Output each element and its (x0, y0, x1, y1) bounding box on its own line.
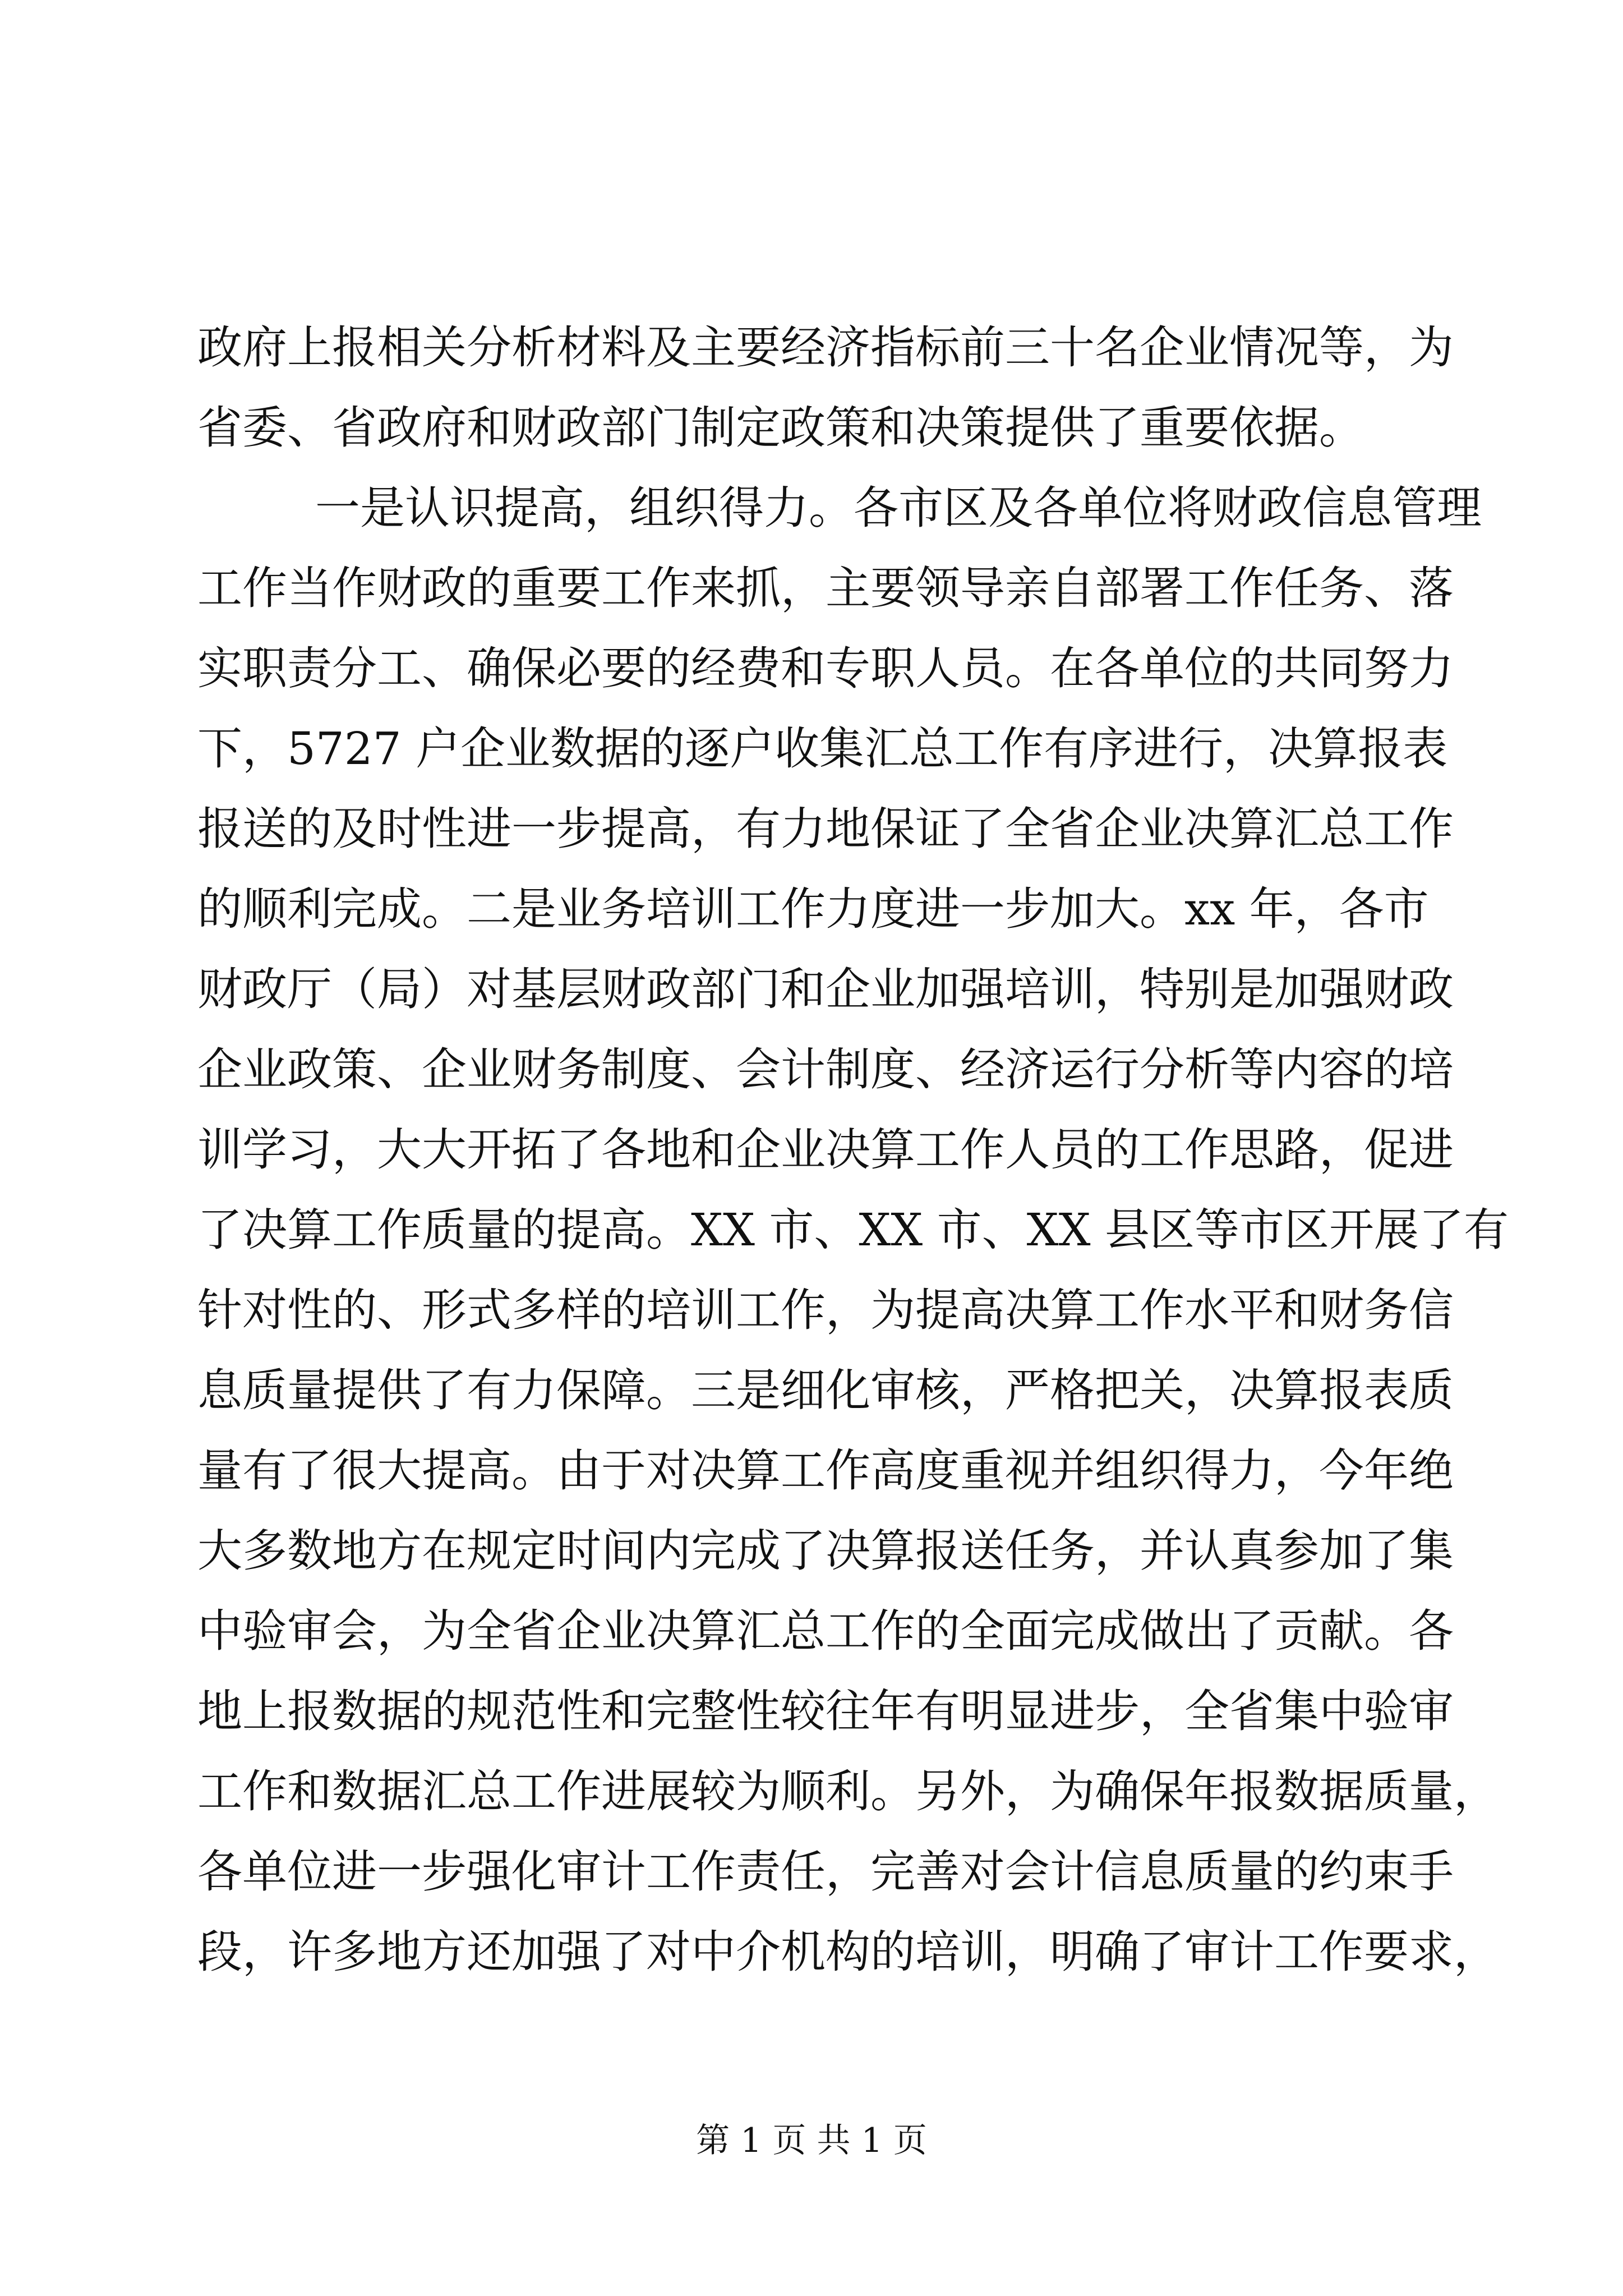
text-line: 实职责分工、确保必要的经费和专职人员。在各单位的共同努力 (197, 642, 1454, 694)
text-line: 大多数地方在规定时间内完成了决算报送任务，并认真参加了集 (197, 1525, 1454, 1577)
text-line: 的顺利完成。二是业务培训工作力度进一步加大。xx 年，各市 (197, 883, 1429, 935)
text-line: 各单位进一步强化审计工作责任，完善对会计信息质量的约束手 (197, 1846, 1454, 1898)
text-line: 量有了很大提高。由于对决算工作高度重视并组织得力，今年绝 (197, 1444, 1454, 1497)
text-line: 工作当作财政的重要工作来抓，主要领导亲自部署工作任务、落 (197, 562, 1454, 614)
text-line: 财政厅（局）对基层财政部门和企业加强培训，特别是加强财政 (197, 963, 1454, 1015)
text-line: 报送的及时性进一步提高，有力地保证了全省企业决算汇总工作 (197, 803, 1454, 855)
text-line: 企业政策、企业财务制度、会计制度、经济运行分析等内容的培 (197, 1043, 1454, 1096)
text-line: 了决算工作质量的提高。XX 市、XX 市、XX 县区等市区开展了有 (197, 1204, 1509, 1256)
text-line: 工作和数据汇总工作进展较为顺利。另外，为确保年报数据质量， (197, 1765, 1498, 1818)
text-line: 省委、省政府和财政部门制定政策和决策提供了重要依据。 (197, 402, 1364, 454)
paragraph-start-line: 一是认识提高，组织得力。各市区及各单位将财政信息管理 (315, 482, 1482, 534)
text-line: 地上报数据的规范性和完整性较往年有明显进步，全省集中验审 (197, 1685, 1454, 1737)
text-line: 针对性的、形式多样的培训工作，为提高决算工作水平和财务信 (197, 1284, 1454, 1336)
text-line: 息质量提供了有力保障。三是细化审核，严格把关，决算报表质 (197, 1364, 1454, 1416)
body-text (197, 307, 1509, 1992)
page-footer: 第 1 页 共 1 页 (696, 2121, 927, 2160)
text-line: 中验审会，为全省企业决算汇总工作的全面完成做出了贡献。各 (197, 1605, 1454, 1657)
text-line: 训学习，大大开拓了各地和企业决算工作人员的工作思路，促进 (197, 1124, 1454, 1176)
text-line: 下，5727 户企业数据的逐户收集汇总工作有序进行，决算报表 (197, 723, 1448, 775)
text-line: 段，许多地方还加强了对中介机构的培训，明确了审计工作要求， (197, 1926, 1498, 1978)
text-line: 政府上报相关分析材料及主要经济指标前三十名企业情况等，为 (197, 321, 1454, 374)
